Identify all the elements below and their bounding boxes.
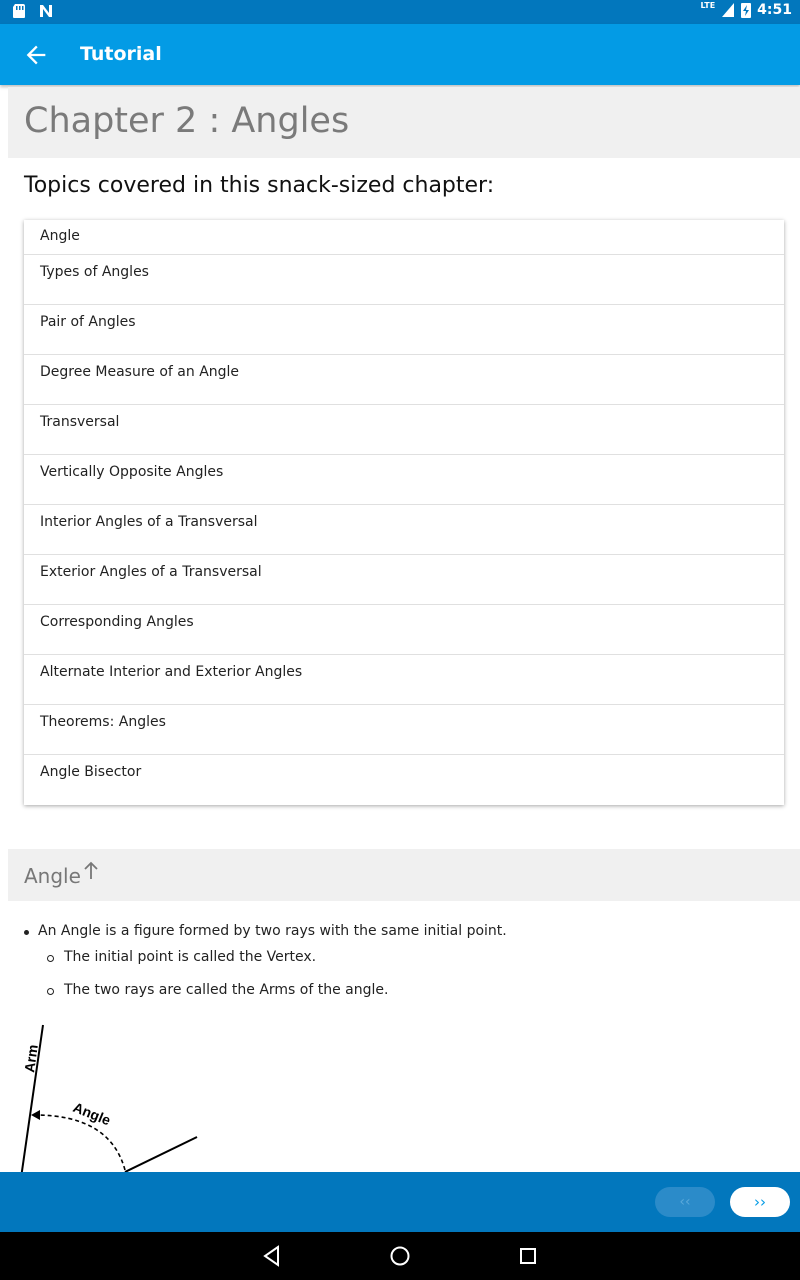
arm-ray [125,1137,197,1172]
sub-bullet-item: The two rays are called the Arms of the angle. [22,982,782,1015]
topic-item[interactable]: Angle [24,220,784,255]
signal-icon [721,2,735,18]
tutorial-content[interactable] [0,85,800,1172]
arm-label: Arm [21,1043,41,1074]
topic-item[interactable]: Pair of Angles [24,305,784,355]
network-type-label: LTE [700,0,716,10]
app-bar [0,24,800,85]
home-circle-icon[interactable] [388,1244,412,1268]
battery-charging-icon [741,2,751,18]
arrow-left-icon[interactable] [22,41,50,69]
angle-diagram [0,1015,260,1172]
sub-bullet-item: The initial point is called the Vertex. [22,949,782,982]
back-triangle-icon[interactable] [260,1244,284,1268]
topic-item[interactable]: Theorems: Angles [24,705,784,755]
topic-item[interactable]: Degree Measure of an Angle [24,355,784,405]
recents-square-icon[interactable] [516,1244,540,1268]
definition-bullets [22,923,782,1015]
pager-bar [0,1172,800,1232]
arrowhead [31,1110,40,1120]
sd-card-icon [12,3,26,19]
bullet-item: An Angle is a figure formed by two rays with the same initial point. [22,923,782,949]
status-bar [0,0,800,24]
angle-arc [35,1115,125,1170]
arrow-up-icon[interactable] [82,861,100,881]
topics-list [24,220,784,805]
topic-item[interactable]: Corresponding Angles [24,605,784,655]
topic-item[interactable]: Exterior Angles of a Transversal [24,555,784,605]
topic-item[interactable]: Angle Bisector [40,764,142,780]
previous-chapter-button: ‹‹ [655,1187,715,1217]
system-nav-bar [0,1232,800,1280]
section-header-angle [8,849,800,901]
topics-heading: Topics covered in this snack-sized chapter: [24,173,495,198]
topic-item[interactable]: Types of Angles [24,255,784,305]
topic-item[interactable]: Interior Angles of a Transversal [24,505,784,555]
chapter-title: Chapter 2 : Angles [24,101,350,141]
section-title: Angle [24,864,81,888]
app-bar-title: Tutorial [80,43,162,65]
angle-label: Angle [70,1098,113,1129]
clock: 4:51 [757,2,792,18]
next-chapter-button[interactable]: ›› [730,1187,790,1217]
topic-item[interactable]: Alternate Interior and Exterior Angles [24,655,784,705]
topic-item[interactable]: Transversal [24,405,784,455]
n-notification-icon [38,3,54,19]
chapter-header [8,87,800,158]
topic-item[interactable]: Vertically Opposite Angles [24,455,784,505]
